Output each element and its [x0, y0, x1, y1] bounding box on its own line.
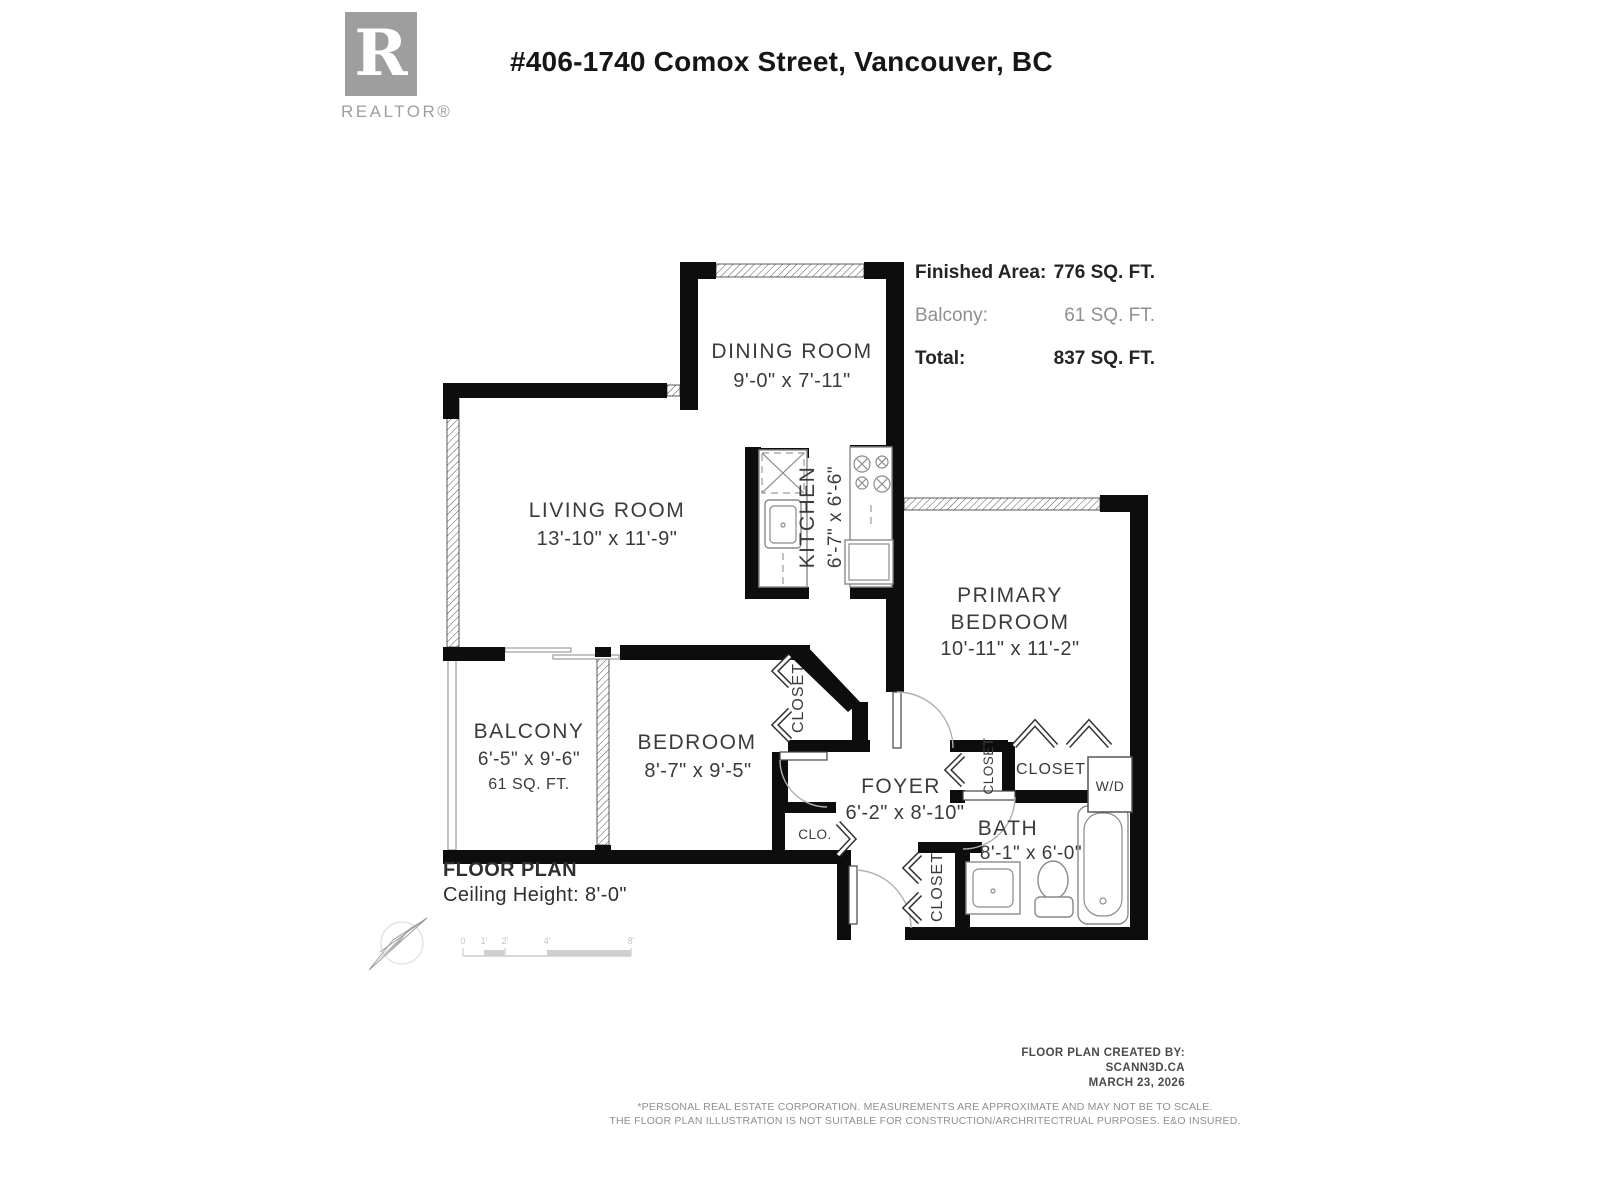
primary-bedroom-label-line2: BEDROOM: [950, 611, 1070, 634]
page-title: #406-1740 Comox Street, Vancouver, BC: [510, 46, 1053, 77]
foyer-closet-label: CLOSET: [981, 737, 996, 795]
scale-tick-1: 1': [480, 936, 488, 946]
scale-tick-4: 4': [543, 936, 551, 946]
bedroom-closet-label: CLOSET: [790, 662, 807, 734]
entry-closet-label: CLOSET: [929, 851, 946, 923]
finished-area-value: 776 SQ. FT.: [1053, 262, 1155, 283]
disclaimer-line1: *PERSONAL REAL ESTATE CORPORATION. MEASUREMENTS ARE APPROXIMATE AND MAY NOT BE TO SCALE.: [637, 1101, 1213, 1113]
scale-tick-8: 8': [627, 936, 635, 946]
credit-line2: SCANN3D.CA: [1105, 1062, 1185, 1074]
balcony-area-value: 61 SQ. FT.: [1064, 305, 1155, 326]
credit-line3: MARCH 23, 2026: [1088, 1077, 1185, 1089]
credit-block: [885, 1046, 1185, 1091]
scale-tick-0: 0: [460, 936, 466, 946]
total-area-value: 837 SQ. FT.: [1053, 348, 1155, 369]
bath-sink: [966, 862, 1020, 914]
toilet: [1038, 861, 1068, 899]
kitchen-label: KITCHEN: [796, 465, 819, 569]
primary-bedroom-label-line1: PRIMARY: [957, 584, 1063, 607]
primary-bedroom-door: [893, 692, 953, 748]
bedroom-label: BEDROOM: [637, 731, 757, 754]
ceiling-height: Ceiling Height: 8'-0": [443, 884, 627, 906]
washer-dryer-label: W/D: [1095, 778, 1125, 794]
fridge: [845, 540, 893, 584]
realtor-logo-label: REALTOR®: [341, 102, 453, 121]
dining-room-label: DINING ROOM: [711, 340, 873, 363]
primary-bedroom-dim: 10'-11" x 11'-2": [940, 638, 1080, 660]
bath-label: BATH: [977, 817, 1039, 840]
living-room-label: LIVING ROOM: [528, 499, 686, 522]
plan-info: [443, 858, 627, 908]
compass-icon: [369, 918, 427, 970]
balcony-area: 61 SQ. FT.: [488, 776, 570, 793]
dining-room-dim: 9'-0" x 7'-11": [733, 370, 851, 392]
balcony-area-label: Balcony:: [915, 305, 988, 326]
primary-closet-label: CLOSET: [1015, 761, 1087, 778]
disclaimer-line2: THE FLOOR PLAN ILLUSTRATION IS NOT SUITABLE FOR CONSTRUCTION/ARCHRITECTRUAL PURPOSES. E&O INSURED.: [609, 1115, 1241, 1127]
balcony-label: BALCONY: [473, 720, 585, 743]
bath-dim: 8'-1" x 6'-0": [979, 843, 1083, 864]
scale-bar: [460, 936, 634, 956]
foyer-dim: 6'-2" x 8'-10": [845, 802, 965, 824]
balcony-railing: [448, 660, 456, 850]
sliding-door-panel: [505, 648, 571, 652]
realtor-logo-letter: R: [354, 16, 408, 91]
scale-tick-2: 2': [501, 936, 509, 946]
kitchen-dim: 6'-7" x 6'-6": [825, 465, 846, 569]
total-area-label: Total:: [915, 348, 966, 369]
balcony-dim: 6'-5" x 9'-6": [477, 749, 581, 770]
disclaimer-block: [480, 1100, 1370, 1128]
bedroom-dim: 8'-7" x 9'-5": [644, 760, 752, 782]
room-labels: [474, 340, 1125, 922]
credit-line1: FLOOR PLAN CREATED BY:: [1021, 1047, 1185, 1059]
foyer-label: FOYER: [861, 775, 941, 798]
finished-area-label: Finished Area:: [915, 262, 1047, 283]
plan-info-title: FLOOR PLAN: [443, 859, 577, 881]
living-room-dim: 13'-10" x 11'-9": [536, 528, 678, 550]
clo-label: CLO.: [798, 827, 832, 842]
entry-door: [849, 866, 911, 928]
